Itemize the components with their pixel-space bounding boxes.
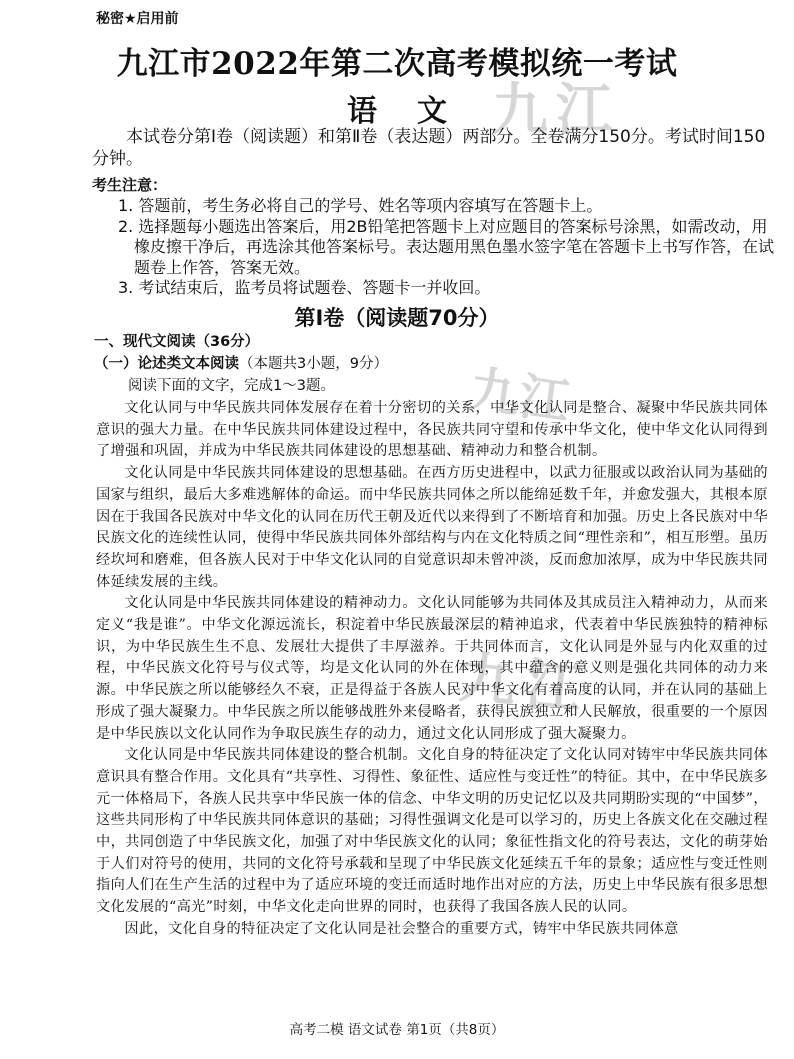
passage-paragraph: 文化认同是中华民族共同体建设的思想基础。在西方历史进程中，以武力征服或以政治认同为基础的国家与组织，最后大多难逃解体的命运。而中华民族共同体之所以能绵延数千年，并愈发强大，其根本原因在于我国各民族对中华文化的认同在历代王朝及近代以来得到了不断培育和加强。历史上各民族对中华民族文化的连续性认同，使得中华民族共同体外部结构与内在文化特质之间“理性亲和”，相互形塑。虽历经坎坷和磨难，但各族人民对于中华文化认同的自觉意识却未曾冲淡，反而愈加浓厚，成为中华民族共同体延续发展的主线。 <box>96 465 768 590</box>
notice-heading: 考生注意： <box>92 176 168 194</box>
exam-intro: 本试卷分第Ⅰ卷（阅读题）和第Ⅱ卷（表达题）两部分。全卷满分150分。考试时间150分钟。 <box>92 127 766 169</box>
passage-paragraph: 文化认同是中华民族共同体建设的整合机制。文化自身的特征决定了文化认同对铸牢中华民族共同体意识具有整合作用。文化具有“共享性、习得性、象征性、适应性与变迁性”的特征。其中，在中华民族多元一体格局下，各族人民共享中华民族一体的信念、中华文明的历史记忆以及共同期盼实现的“中国梦”，这些共同形构了中华民族共同体意识的基础；习得性强调文化是可以学习的，历史上各族文化在交融过程中，共同创造了中华民族文化，加强了对中华民族文化的认同；象征性指文化的符号表达，文化的萌芽始于人们对符号的使用，共同的文化符号承载和呈现了中华民族文化延续五千年的景象；适应性与变迁性则指向人们在生产生活的过程中为了适应环境的变迁而适时地作出对应的方法，历史上中华民族有很多思想文化发展的“高光”时刻，中华文化走向世界的同时，也获得了我国各族人民的认同。 <box>96 747 768 916</box>
exam-title: 九江市2022年第二次高考模拟统一考试 <box>116 46 678 82</box>
subject-title: 语文 <box>347 94 487 129</box>
subsection-note: （本题共3小题，9分） <box>239 356 388 372</box>
watermark: 九江 <box>456 644 595 724</box>
subsection-heading <box>94 352 388 373</box>
volume-title: 第Ⅰ卷（阅读题70分） <box>294 306 500 330</box>
secret-label: 秘密★启用前 <box>96 11 179 27</box>
notice-list <box>118 196 780 299</box>
watermark: 九江 <box>492 77 620 143</box>
section-heading: 一、现代文阅读（36分） <box>94 334 260 350</box>
passage-paragraph: 文化认同与中华民族共同体发展存在着十分密切的关系，中华文化认同是整合、凝聚中华民族共同体意识的强大力量。在中华民族共同体建设过程中，各民族共同守望和传承中华文化，使中华文化认同得到了增强和巩固，并成为中华民族共同体建设的思想基础、精神动力和整合机制。 <box>96 400 768 460</box>
page-footer: 高考二模 语文试卷 第1页（共8页） <box>289 1022 505 1038</box>
passage-paragraph: 文化认同是中华民族共同体建设的精神动力。文化认同能够为共同体及其成员注入精神动力，从而来定义“我是谁”。中华文化源远流长，积淀着中华民族最深层的精神追求，代表着中华民族独特的精神标识，为中华民族生生不息、发展壮大提供了丰厚滋养。于共同体而言，文化认同是外显与内化双重的过程，中华民族文化符号与仪式等，均是文化认同的外在体现，其中蕴含的意义则是强化共同体的动力来源。中华民族之所以能够经久不衰，正是得益于各族人民对中华文化有着高度的认同，并在认同的基础上形成了强大凝聚力。中华民族之所以能够战胜外来侵略者，获得民族独立和人民解放，很重要的一个原因是中华民族以文化认同作为争取民族生存的动力，通过文化认同形成了强大凝聚力。 <box>96 595 768 742</box>
subsection-label: （一）论述类文本阅读 <box>94 356 239 372</box>
passage-paragraph: 因此，文化自身的特征决定了文化认同是社会整合的重要方式，铸牢中华民族共同体意 <box>124 920 679 937</box>
notice-item: 1. 答题前，考生务必将自己的学号、姓名等项内容填写在答题卡上。 <box>118 196 603 215</box>
reading-instruction: 阅读下面的文字，完成1～3题。 <box>128 378 335 394</box>
notice-item: 3. 考试结束后，监考员将试题卷、答题卡一并收回。 <box>118 278 491 297</box>
reading-passage <box>96 398 768 941</box>
watermark: 九江 <box>465 359 574 432</box>
notice-item: 2. 选择题每小题选出答案后，用2B铅笔把答题卡上对应题目的答案标号涂黑，如需改动，用橡皮擦干净后，再选涂其他答案标号。表达题用黑色墨水签字笔在答题卡上书写作答，在试题卷上作答，答案无效。 <box>118 216 775 277</box>
